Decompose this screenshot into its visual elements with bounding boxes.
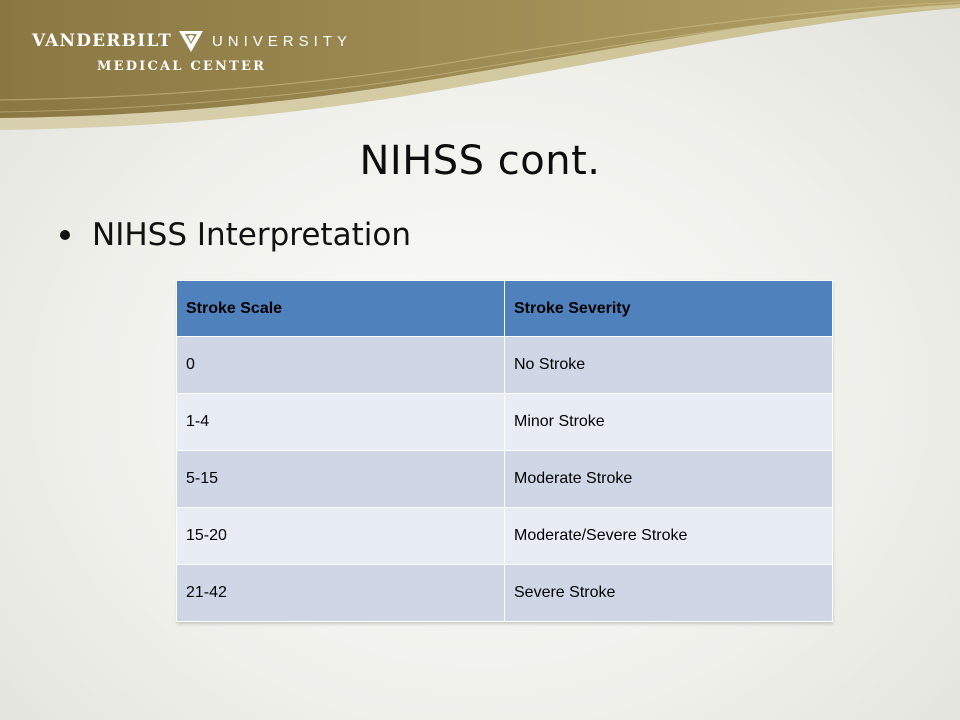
cell-stroke-severity: Moderate/Severe Stroke [505, 508, 833, 565]
cell-stroke-scale: 21-42 [177, 565, 505, 622]
table-row [177, 508, 833, 565]
bullet-item [60, 217, 411, 253]
table-row [177, 451, 833, 508]
cell-stroke-severity: Minor Stroke [505, 394, 833, 451]
vanderbilt-v-oak-leaf-icon [178, 29, 204, 53]
logo-name-left: VANDERBILT [32, 31, 172, 51]
logo-wordmark [32, 29, 352, 53]
vanderbilt-logo [0, 0, 960, 100]
cell-stroke-severity: Severe Stroke [505, 565, 833, 622]
logo-subtitle: MEDICAL CENTER [97, 59, 267, 74]
bullet-dot-icon [60, 230, 70, 240]
bullet-text: NIHSS Interpretation [92, 217, 411, 253]
nihss-severity-table [176, 280, 833, 622]
cell-stroke-scale: 1-4 [177, 394, 505, 451]
cell-stroke-severity: No Stroke [505, 337, 833, 394]
column-header-stroke-scale: Stroke Scale [177, 281, 505, 337]
table-row [177, 565, 833, 622]
severity-table-container [176, 280, 832, 622]
table-row [177, 394, 833, 451]
cell-stroke-scale: 15-20 [177, 508, 505, 565]
logo-name-right: UNIVERSITY [211, 32, 352, 50]
cell-stroke-severity: Moderate Stroke [505, 451, 833, 508]
table-row [177, 337, 833, 394]
slide-title: NIHSS cont. [359, 138, 601, 184]
table-header-row [177, 281, 833, 337]
cell-stroke-scale: 0 [177, 337, 505, 394]
cell-stroke-scale: 5-15 [177, 451, 505, 508]
column-header-stroke-severity: Stroke Severity [505, 281, 833, 337]
